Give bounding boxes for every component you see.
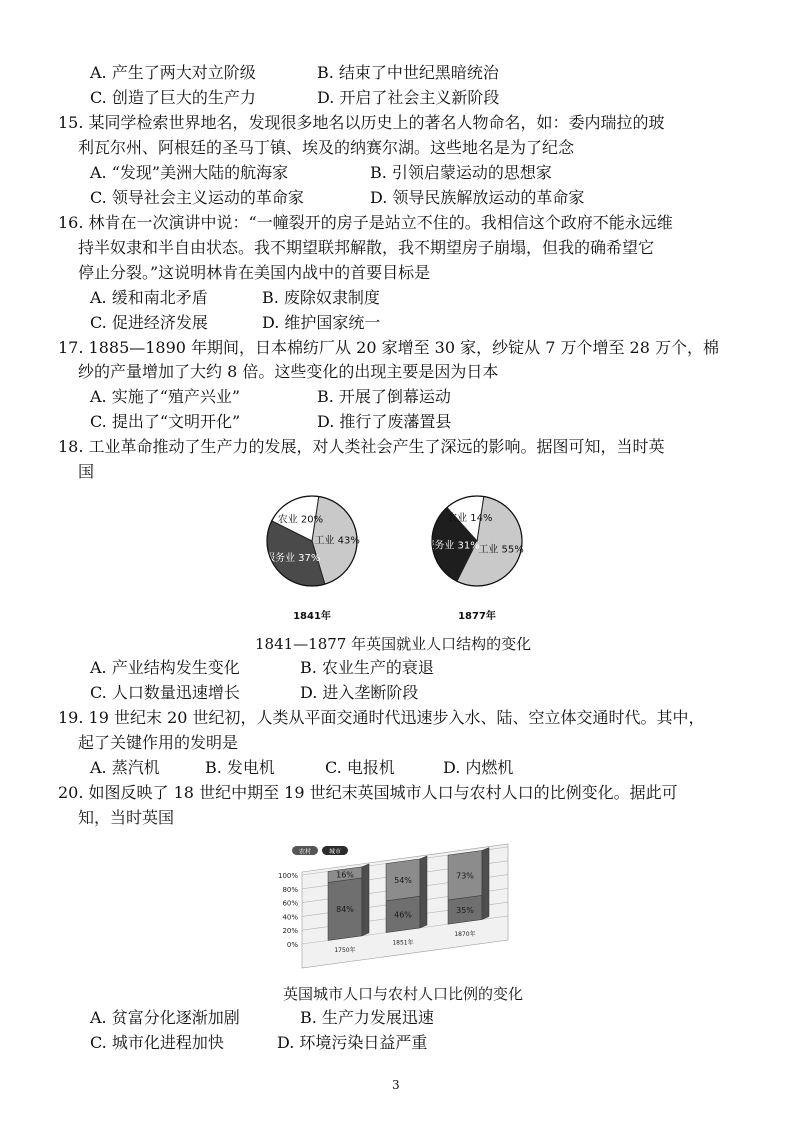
employment-pie-charts xyxy=(255,488,545,628)
pie-1877-year: 1877年 xyxy=(458,611,496,622)
q19-option-b: B. 发电机 xyxy=(205,758,275,777)
pie-1841-label-工业: 工业 43% xyxy=(314,535,360,547)
q18-option-b: B. 农业生产的衰退 xyxy=(300,658,434,677)
q17-option-b: B. 开展了倒幕运动 xyxy=(317,387,451,406)
q20-option-b: B. 生产力发展迅速 xyxy=(300,1008,434,1027)
q16-option-a: A. 缓和南北矛盾 xyxy=(90,288,208,307)
q14-option-a: A. 产生了两大对立阶级 xyxy=(90,63,256,82)
category-label-1870年: 1870年 xyxy=(454,930,476,938)
q20-option-a: A. 贫富分化逐渐加剧 xyxy=(90,1008,240,1027)
pie-1877-label-工业: 工业 55% xyxy=(478,544,524,556)
label-urban-1870年: 73% xyxy=(456,871,474,881)
q16-stem-line3: 停止分裂。”这说明林肯在美国内战中的首要目标是 xyxy=(78,263,431,282)
category-label-1851年: 1851年 xyxy=(392,939,414,947)
q18-chart-caption: 1841—1877 年英国就业人口结构的变化 xyxy=(255,635,532,653)
q18-option-c: C. 人口数量迅速增长 xyxy=(90,683,240,702)
q19-stem-line2: 起了关键作用的发明是 xyxy=(78,733,239,752)
q17-option-d: D. 推行了废藩置县 xyxy=(317,412,452,431)
q15-stem-line2: 利瓦尔州、阿根廷的圣马丁镇、埃及的纳赛尔湖。这些地名是为了纪念 xyxy=(78,138,575,157)
q18-option-d: D. 进入垄断阶段 xyxy=(300,683,419,702)
label-rural-1870年: 35% xyxy=(456,905,474,915)
q17-stem-line1: 17. 1885—1890 年期间，日本棉纺厂从 20 家增至 30 家，纱锭从 7 万个增至 28 万个，棉 xyxy=(58,338,720,357)
q17-stem-line2: 纱的产量增加了大约 8 倍。这些变化的出现主要是因为日本 xyxy=(78,362,499,381)
q20-stem-line1: 20. 如图反映了 18 世纪中期至 19 世纪末英国城市人口与农村人口的比例变化。据此可 xyxy=(58,783,678,802)
q20-option-c: C. 城市化进程加快 xyxy=(90,1033,224,1052)
q17-option-c: C. 提出了“文明开化” xyxy=(90,412,241,431)
label-rural-1750年: 84% xyxy=(336,905,354,915)
legend-label-城市: 城市 xyxy=(328,848,342,856)
q17-option-a: A. 实施了“殖产兴业” xyxy=(90,387,241,406)
y-tick-label: 100% xyxy=(277,872,298,880)
q19-option-a: A. 蒸汽机 xyxy=(90,758,160,777)
bar-side-1870年 xyxy=(482,848,489,920)
q18-option-a: A. 产业结构发生变化 xyxy=(90,658,240,677)
pie-1877-label-农业: 农业 14% xyxy=(447,512,493,524)
y-tick-label: 40% xyxy=(282,913,298,922)
bar-side-1750年 xyxy=(362,864,369,936)
q15-option-b: B. 引领启蒙运动的思想家 xyxy=(370,163,552,182)
q19-option-d: D. 内燃机 xyxy=(443,758,514,777)
category-label-1750年: 1750年 xyxy=(334,947,356,955)
q15-option-a: A. “发现”美洲大陆的航海家 xyxy=(90,163,289,182)
q18-stem-line2: 国 xyxy=(78,462,95,481)
q16-option-b: B. 废除奴隶制度 xyxy=(262,288,380,307)
q15-stem-line1: 15. 某同学检索世界地名，发现很多地名以历史上的著名人物命名，如：委内瑞拉的玻 xyxy=(58,113,665,132)
label-rural-1851年: 46% xyxy=(394,910,412,920)
q15-option-d: D. 领导民族解放运动的革命家 xyxy=(370,188,585,207)
legend-label-农村: 农村 xyxy=(298,848,312,856)
q15-option-c: C. 领导社会主义运动的革命家 xyxy=(90,188,304,207)
pie-1877-label-服务业: 服务业 31% xyxy=(424,540,480,552)
page-number: 3 xyxy=(392,1078,400,1092)
pie-1841-label-农业: 农业 20% xyxy=(277,514,324,526)
q18-stem-line1: 18. 工业革命推动了生产力的发展，对人类社会产生了深远的影响。据图可知，当时英 xyxy=(58,437,665,456)
y-tick-label: 60% xyxy=(282,899,298,908)
y-tick-label: 0% xyxy=(286,941,298,949)
y-tick-label: 80% xyxy=(282,885,298,894)
q19-stem-line1: 19. 19 世纪末 20 世纪初，人类从平面交通时代迅速步入水、陆、空立体交通时代。其中， xyxy=(58,708,705,727)
q20-chart-caption: 英国城市人口与农村人口比例的变化 xyxy=(283,985,524,1003)
q16-option-d: D. 维护国家统一 xyxy=(262,313,381,332)
q14-option-c: C. 创造了巨大的生产力 xyxy=(90,88,256,107)
urban-rural-chart xyxy=(270,840,520,975)
q16-stem-line2: 持半奴隶和半自由状态。我不期望联邦解散，我不期望房子崩塌，但我的确希望它 xyxy=(78,238,655,257)
q16-stem-line1: 16. 林肯在一次演讲中说：“一幢裂开的房子是站立不住的。我相信这个政府不能永远维 xyxy=(58,213,673,232)
q20-option-d: D. 环境污染日益严重 xyxy=(277,1033,428,1052)
label-urban-1851年: 54% xyxy=(394,875,412,885)
label-urban-1750年: 16% xyxy=(336,870,354,880)
q19-option-c: C. 电报机 xyxy=(325,758,395,777)
q16-option-c: C. 促进经济发展 xyxy=(90,313,208,332)
bar-side-1851年 xyxy=(420,856,427,928)
q14-option-b: B. 结束了中世纪黑暗统治 xyxy=(317,63,499,82)
y-tick-label: 20% xyxy=(282,927,298,936)
q20-stem-line2: 知，当时英国 xyxy=(78,808,175,827)
pie-1841-label-服务业: 服务业 37% xyxy=(264,553,321,565)
pie-1841-year: 1841年 xyxy=(293,611,331,622)
q14-option-d: D. 开启了社会主义新阶段 xyxy=(317,88,500,107)
